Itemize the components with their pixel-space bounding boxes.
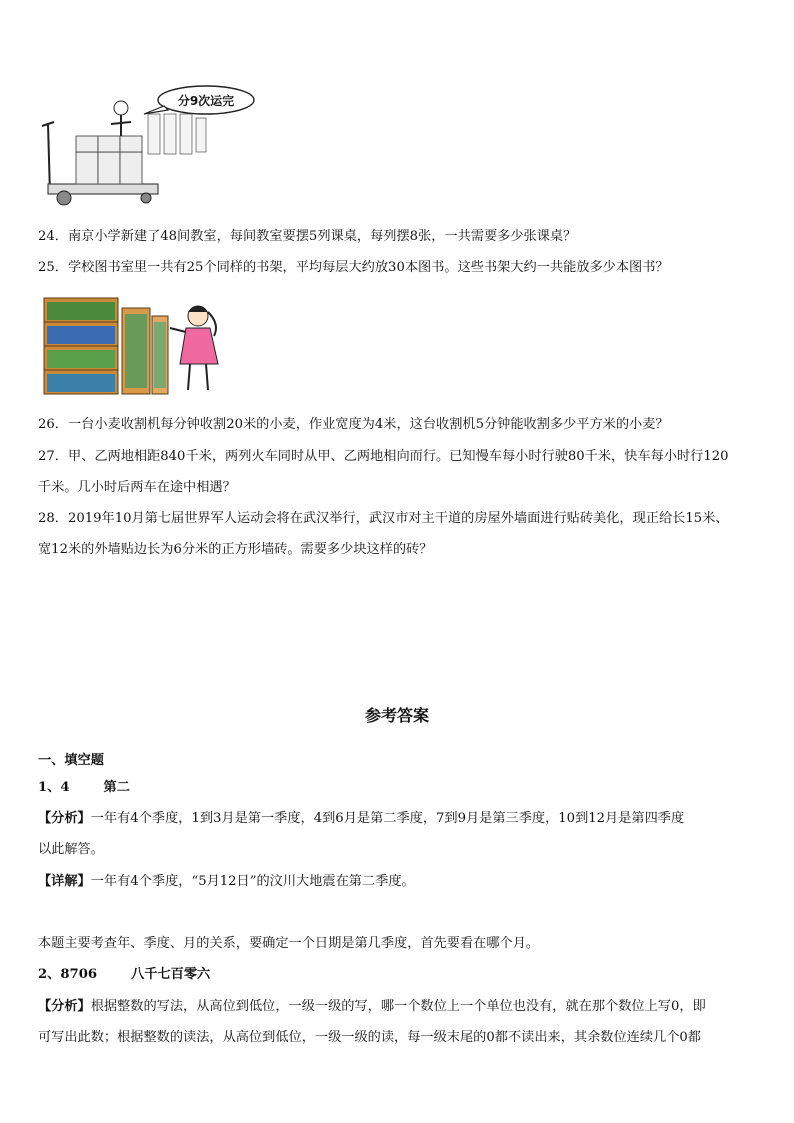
question-27-line-2 <box>38 479 758 497</box>
answer-2-analysis-line-2: 可写出此数；根据整数的读法，从高位到低位，一级一级的读，每一级末尾的0都不读出来，其余数位连续几个0都 <box>38 1030 701 1045</box>
detail-tag: 【详解】 <box>38 874 91 889</box>
question-text: 一台小麦收割机每分钟收割20米的小麦，作业宽度为4米，这台收割机5分钟能收割多少平方米的小麦？ <box>67 417 669 432</box>
analysis-text: 一年有4个季度，1到3月是第一季度，4到6月是第二季度，7到9月是第三季度，10到12月是第四季度 <box>90 811 685 826</box>
answer-value: 第二 <box>103 780 130 795</box>
forklift-illustration <box>36 84 266 214</box>
question-text: 千米。几小时后两车在途中相遇？ <box>38 480 236 495</box>
question-25 <box>38 259 758 277</box>
analysis-text: 根据整数的写法，从高位到低位，一级一级的写，哪一个数位上一个单位也没有，就在那个数位上写0，即 <box>90 999 706 1014</box>
answer-number: 2、8706 <box>38 967 98 982</box>
question-28-line-2 <box>38 541 758 559</box>
section-heading: 一、填空题 <box>38 753 104 768</box>
question-number: 26． <box>38 417 68 432</box>
analysis-tag: 【分析】 <box>38 811 91 826</box>
question-28 <box>38 510 758 528</box>
answer-1-analysis-line-2: 以此解答。 <box>38 842 104 857</box>
speech-bubble-text: 分9次运完 <box>177 94 235 108</box>
answers-title: 参考答案 <box>364 706 429 725</box>
question-text: 甲、乙两地相距840千米，两列火车同时从甲、乙两地相向而行。已知慢车每小时行驶80千米，快车每小时行120 <box>67 449 729 464</box>
question-number: 24． <box>38 229 68 244</box>
question-number: 27． <box>38 449 68 464</box>
question-24 <box>38 228 758 246</box>
question-27 <box>38 448 758 466</box>
answer-1-analysis <box>38 810 758 828</box>
question-text: 宽12米的外墙贴边长为6分米的正方形墙砖。需要多少块这样的砖？ <box>38 542 433 557</box>
answer-2-head <box>38 966 758 984</box>
analysis-tag: 【分析】 <box>38 999 91 1014</box>
answer-number: 1、4 <box>38 780 70 795</box>
question-26 <box>38 416 758 434</box>
detail-text: 一年有4个季度，“5月12日”的汶川大地震在第二季度。 <box>90 874 415 889</box>
question-text: 学校图书室里一共有25个同样的书架，平均每层大约放30本图书。这些书架大约一共能放多少本图书？ <box>67 260 669 275</box>
answer-1-detail <box>38 873 758 891</box>
answer-1-summary: 本题主要考查年、季度、月的关系，要确定一个日期是第几季度，首先要看在哪个月。 <box>38 936 540 951</box>
question-text: 南京小学新建了48间教室，每间教室要摆5列课桌，每列摆8张，一共需要多少张课桌？ <box>67 229 577 244</box>
question-number: 28． <box>38 511 68 526</box>
answer-1-head <box>38 779 758 797</box>
answer-2-analysis <box>38 998 758 1016</box>
question-text: 2019年10月第七届世界军人运动会将在武汉举行，武汉市对主干道的房屋外墙面进行贴砖美化，现正给长15米、 <box>67 511 729 526</box>
question-number: 25． <box>38 260 68 275</box>
answer-value: 八千七百零六 <box>131 967 211 982</box>
bookshelf-illustration <box>42 294 228 400</box>
